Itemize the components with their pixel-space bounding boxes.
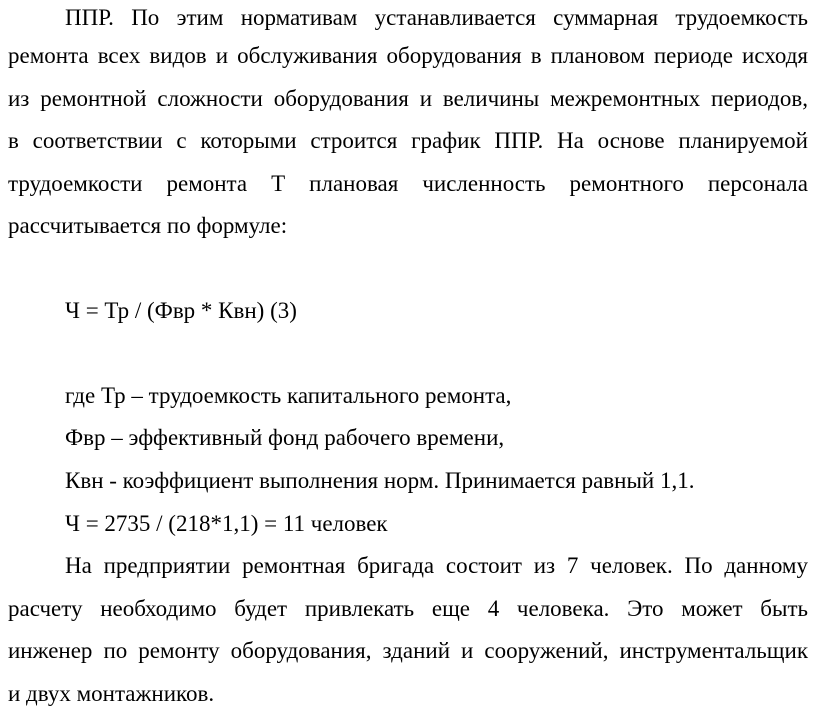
calculation: Ч = 2735 / (218*1,1) = 11 человек — [65, 511, 388, 536]
paragraph2-line-3: инженер по ремонту оборудования, зданий и сооружений, инструментальщик — [8, 638, 808, 663]
paragraph2-line-1: На предприятии ремонтная бригада состоит из 7 человек. По данному — [65, 553, 808, 578]
paragraph1-line-5: трудоемкости ремонта Т плановая численность ремонтного персонала — [8, 171, 808, 196]
formula: Ч = Тр / (Фвр * Квн) (3) — [65, 298, 297, 323]
paragraph1-line-1: ППР. По этим нормативам устанавливается суммарная трудоемкость — [65, 5, 808, 30]
paragraph1-line-4: в соответствии с которыми строится график ППР. На основе планируемой — [8, 128, 808, 153]
paragraph1-line-6: рассчитывается по формуле: — [8, 213, 288, 238]
paragraph2-line-2: расчету необходимо будет привлекать еще 4 человека. Это может быть — [8, 596, 808, 621]
definition-fvr: Фвр – эффективный фонд рабочего времени, — [65, 425, 505, 450]
paragraph2-line-4: и двух монтажников. — [8, 681, 215, 706]
paragraph1-line-2: ремонта всех видов и обслуживания оборудования в плановом периоде исходя — [8, 43, 808, 68]
definition-tr: где Тр – трудоемкость капитального ремонта, — [65, 383, 512, 408]
definition-kvn: Квн - коэффициент выполнения норм. Принимается равный 1,1. — [65, 468, 695, 493]
paragraph1-line-3: из ремонтной сложности оборудования и величины межремонтных периодов, — [8, 86, 808, 111]
